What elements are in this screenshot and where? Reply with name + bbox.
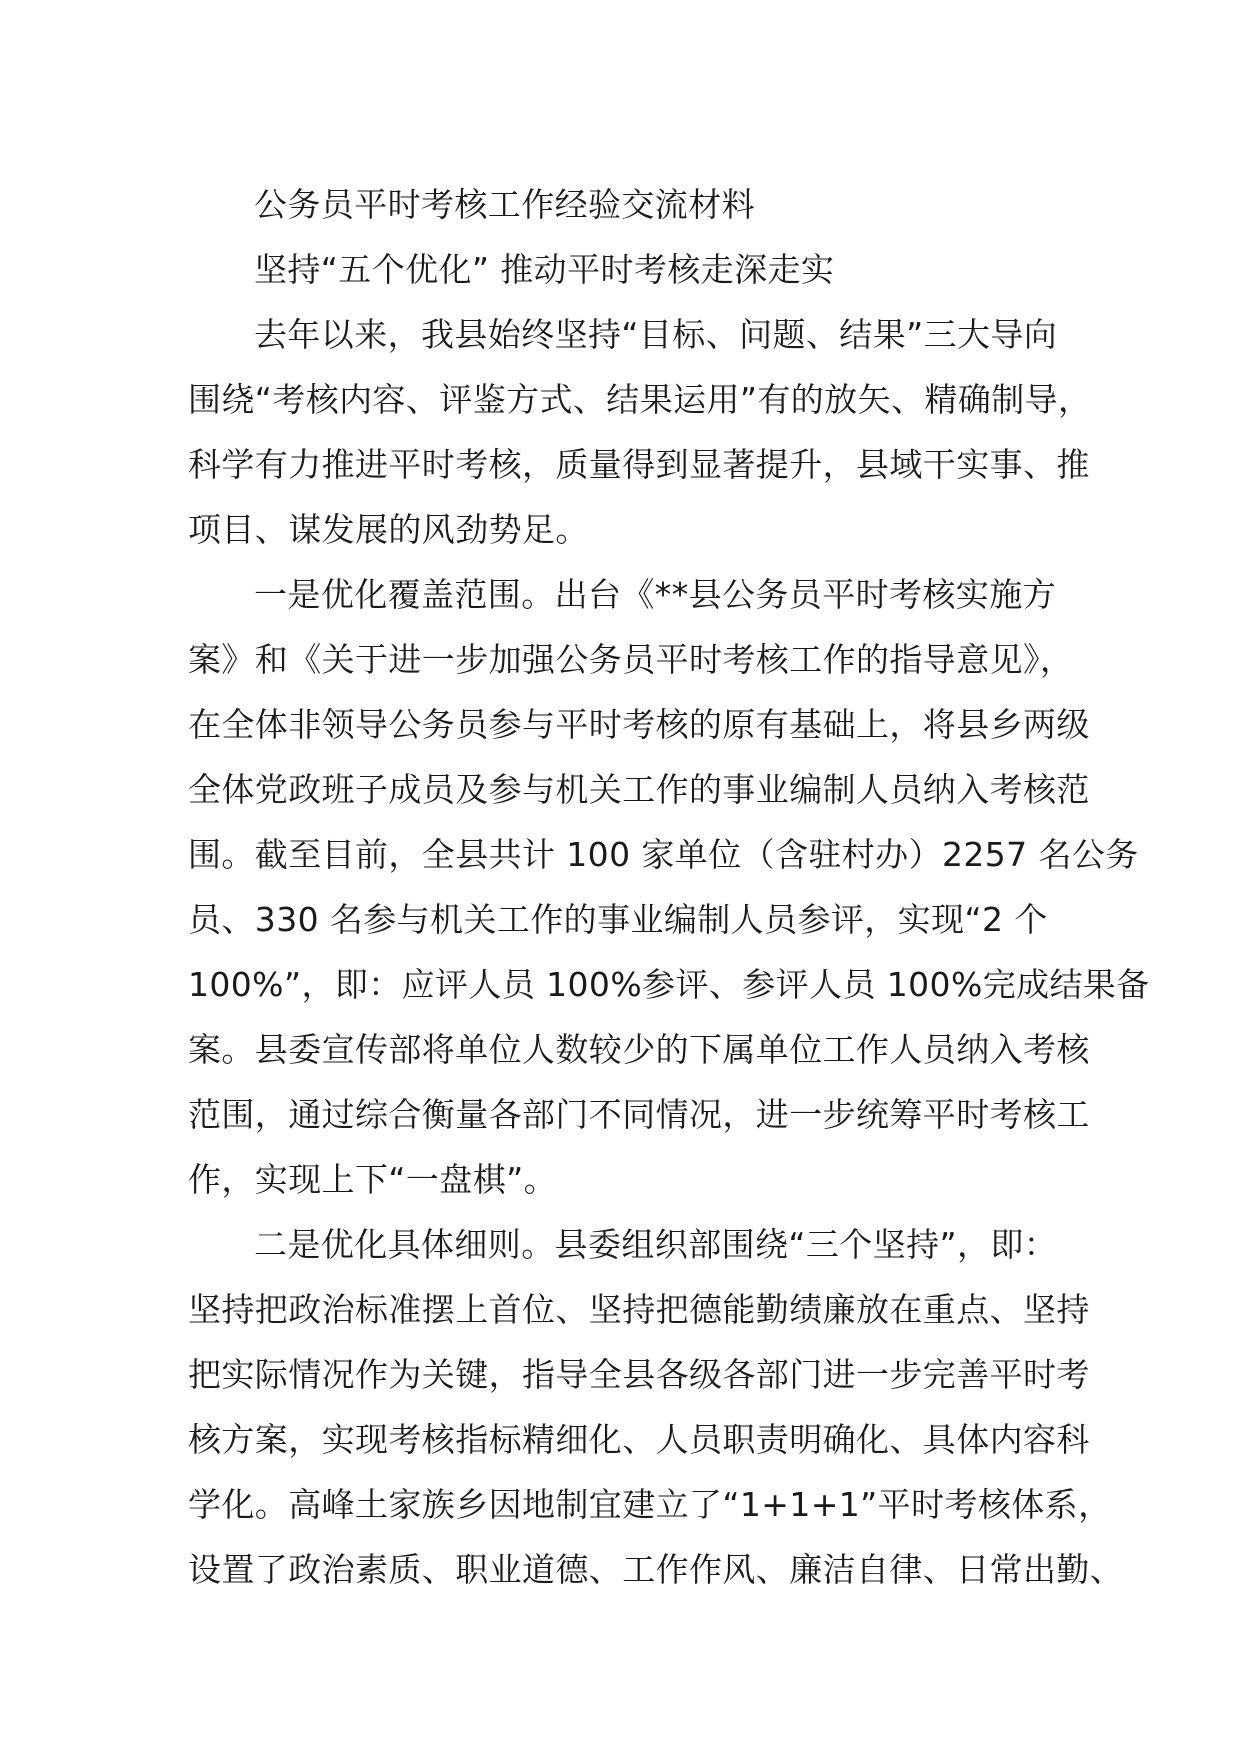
paragraph-line: 坚持把政治标准摆上首位、坚持把德能勤绩廉放在重点、坚持 — [188, 1290, 1090, 1329]
paragraph-line: 围绕“考核内容、评鉴方式、结果运用”有的放矢、精确制导， — [188, 380, 1092, 419]
paragraph-line: 案》和《关于进一步加强公务员平时考核工作的指导意见》， — [188, 640, 1074, 679]
paragraph-line: 一是优化覆盖范围。出台《**县公务员平时考核实施方 — [254, 575, 1056, 614]
paragraph-line: 学化。高峰土家族乡因地制宜建立了“1+1+1”平时考核体系， — [188, 1485, 1112, 1524]
paragraph-line: 二是优化具体细则。县委组织部围绕“三个坚持”，即： — [254, 1225, 1058, 1264]
paragraph-line: 科学有力推进平时考核，质量得到显著提升，县域干实事、推 — [188, 445, 1090, 484]
paragraph-line: 在全体非领导公务员参与平时考核的原有基础上，将县乡两级 — [188, 705, 1090, 744]
paragraph-line: 项目、谋发展的风劲势足。 — [188, 510, 589, 549]
paragraph-line: 案。县委宣传部将单位人数较少的下属单位工作人员纳入考核 — [188, 1030, 1090, 1069]
document-title: 公务员平时考核工作经验交流材料 — [254, 185, 755, 224]
paragraph-line: 去年以来，我县始终坚持“目标、问题、结果”三大导向 — [254, 315, 1058, 354]
paragraph-line: 全体党政班子成员及参与机关工作的事业编制人员纳入考核范 — [188, 770, 1090, 809]
paragraph-line: 员、330 名参与机关工作的事业编制人员参评，实现“2 个 — [188, 900, 1048, 939]
paragraph-line: 作，实现上下“一盘棋”。 — [188, 1160, 557, 1199]
paragraph-line: 100%”，即：应评人员 100%参评、参评人员 100%完成结果备 — [188, 965, 1150, 1004]
document-subtitle: 坚持“五个优化” 推动平时考核走深走实 — [254, 250, 835, 289]
paragraph-line: 围。截至目前，全县共计 100 家单位（含驻村办）2257 名公务 — [188, 835, 1139, 874]
paragraph-line: 把实际情况作为关键，指导全县各级各部门进一步完善平时考 — [188, 1355, 1090, 1394]
paragraph-details — [188, 1212, 1124, 1602]
paragraph-line: 范围，通过综合衡量各部门不同情况，进一步统筹平时考核工 — [188, 1095, 1090, 1134]
paragraph-coverage — [188, 562, 1150, 1212]
paragraph-line: 设置了政治素质、职业道德、工作作风、廉洁自律、日常出勤、 — [188, 1550, 1124, 1589]
paragraph-intro — [188, 302, 1092, 562]
document-body — [188, 172, 1150, 1602]
paragraph-line: 核方案，实现考核指标精细化、人员职责明确化、具体内容科 — [188, 1420, 1090, 1459]
